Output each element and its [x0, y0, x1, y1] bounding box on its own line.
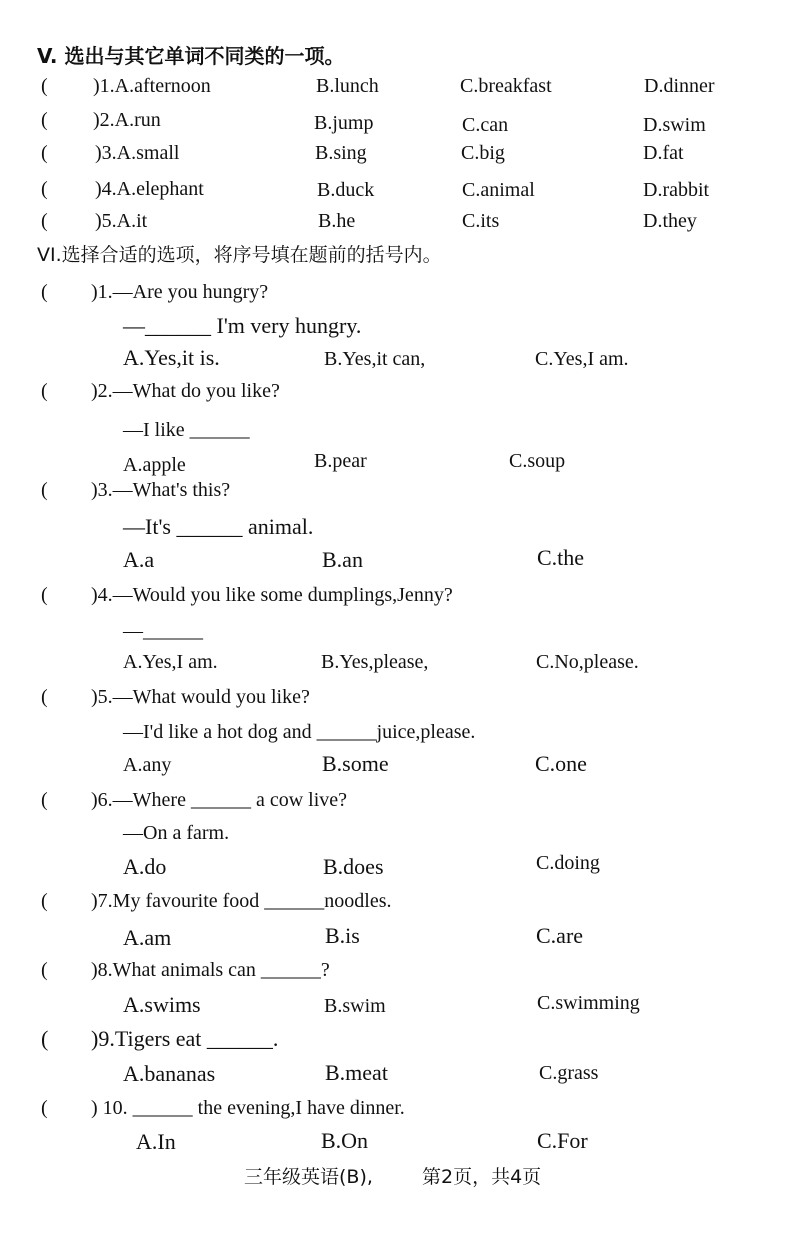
- v-q1-option-d: D.dinner: [644, 75, 715, 97]
- v-q5-option-b: B.he: [318, 210, 356, 232]
- vi-q5-question: )5.—What would you like?: [91, 686, 310, 708]
- vi-q10-question: ) 10. ______ the evening,I have dinner.: [91, 1097, 405, 1119]
- v-q2: )2.A.run: [93, 109, 161, 131]
- vi-q2-option-c: C.soup: [509, 450, 566, 472]
- v-q2-option-c: C.can: [462, 114, 509, 136]
- vi-q6-answer: —On a farm.: [123, 822, 230, 844]
- answer-paren: (: [41, 281, 48, 303]
- vi-q1-option-b: B.Yes,it can,: [324, 348, 426, 370]
- v-q3-option-d: D.fat: [643, 142, 684, 164]
- vi-q5-option-b: B.some: [322, 751, 389, 776]
- vi-q3-option-a: A.a: [123, 547, 155, 572]
- answer-paren: (: [41, 142, 48, 164]
- v-q4-option-d: D.rabbit: [643, 179, 710, 201]
- vi-q1-question: )1.—Are you hungry?: [91, 281, 269, 303]
- vi-q7-option-a: A.am: [123, 925, 172, 950]
- v-q4-option-b: B.duck: [317, 179, 375, 201]
- v-q4-option-c: C.animal: [462, 179, 535, 201]
- v-q1: )1.A.afternoon: [93, 75, 211, 97]
- vi-q9-option-c: C.grass: [539, 1062, 599, 1084]
- vi-q5-option-c: C.one: [535, 751, 587, 776]
- vi-q3-question: )3.—What's this?: [91, 479, 231, 501]
- section-5-title: V. 选出与其它单词不同类的一项。: [37, 44, 345, 68]
- vi-q3-option-b: B.an: [322, 547, 363, 572]
- answer-paren: (: [41, 75, 48, 97]
- vi-q6-option-c: C.doing: [536, 852, 600, 874]
- answer-paren: (: [41, 584, 48, 606]
- vi-q8-option-c: C.swimming: [537, 992, 640, 1014]
- answer-paren: (: [41, 380, 48, 402]
- vi-q1-answer: —______ I'm very hungry.: [123, 313, 362, 338]
- answer-paren: (: [41, 1097, 48, 1119]
- vi-q4-question: )4.—Would you like some dumplings,Jenny?: [91, 584, 453, 606]
- vi-q4-option-a: A.Yes,I am.: [123, 651, 218, 673]
- vi-q3-answer: —It's ______ animal.: [123, 514, 314, 539]
- vi-q8-option-a: A.swims: [123, 992, 201, 1017]
- v-q5: )5.A.it: [95, 210, 148, 232]
- v-q3: )3.A.small: [95, 142, 180, 164]
- vi-q9-question: )9.Tigers eat ______.: [91, 1026, 279, 1051]
- vi-q9-option-a: A.bananas: [123, 1061, 216, 1086]
- section-6-title: VI.选择合适的选项，将序号填在题前的括号内。: [37, 244, 442, 266]
- v-q4: )4.A.elephant: [95, 178, 204, 200]
- vi-q6-option-a: A.do: [123, 854, 167, 879]
- v-q1-option-c: C.breakfast: [460, 75, 552, 97]
- vi-q7-option-b: B.is: [325, 923, 360, 948]
- footer-page-number: 第2页，共4页: [422, 1166, 542, 1188]
- v-q5-option-c: C.its: [462, 210, 500, 232]
- vi-q3-option-c: C.the: [537, 545, 585, 570]
- vi-q10-option-b: B.On: [321, 1128, 369, 1153]
- vi-q4-answer: —______: [123, 620, 203, 642]
- v-q3-option-b: B.sing: [315, 142, 367, 164]
- v-q2-option-b: B.jump: [314, 112, 374, 134]
- vi-q2-option-a: A.apple: [123, 454, 186, 476]
- vi-q10-option-c: C.For: [537, 1128, 588, 1153]
- vi-q8-question: )8.What animals can ______?: [91, 959, 330, 981]
- vi-q4-option-c: C.No,please.: [536, 651, 639, 673]
- vi-q8-option-b: B.swim: [324, 995, 386, 1017]
- answer-paren: (: [41, 686, 48, 708]
- answer-paren: (: [41, 178, 48, 200]
- vi-q2-question: )2.—What do you like?: [91, 380, 280, 402]
- v-q5-option-d: D.they: [643, 210, 697, 232]
- vi-q2-option-b: B.pear: [314, 450, 367, 472]
- vi-q1-option-c: C.Yes,I am.: [535, 348, 629, 370]
- answer-paren: (: [41, 789, 48, 811]
- vi-q9-option-b: B.meat: [325, 1060, 388, 1085]
- answer-paren: (: [41, 959, 48, 981]
- vi-q4-option-b: B.Yes,please,: [321, 651, 429, 673]
- answer-paren: (: [41, 210, 48, 232]
- vi-q6-question: )6.—Where ______ a cow live?: [91, 789, 348, 811]
- answer-paren: (: [41, 890, 48, 912]
- v-q1-option-b: B.lunch: [316, 75, 379, 97]
- answer-paren: (: [41, 1026, 49, 1051]
- answer-paren: (: [41, 109, 48, 131]
- vi-q1-option-a: A.Yes,it is.: [123, 345, 220, 370]
- vi-q6-option-b: B.does: [323, 854, 384, 879]
- vi-q5-option-a: A.any: [123, 754, 172, 776]
- footer-label: 三年级英语(B),: [244, 1166, 373, 1188]
- answer-paren: (: [41, 479, 48, 501]
- vi-q5-answer: —I'd like a hot dog and ______juice,please.: [123, 721, 476, 743]
- vi-q7-question: )7.My favourite food ______noodles.: [91, 890, 392, 912]
- vi-q10-option-a: A.In: [136, 1129, 176, 1154]
- vi-q7-option-c: C.are: [536, 923, 584, 948]
- vi-q2-answer: —I like ______: [123, 419, 250, 441]
- v-q3-option-c: C.big: [461, 142, 505, 164]
- v-q2-option-d: D.swim: [643, 114, 706, 136]
